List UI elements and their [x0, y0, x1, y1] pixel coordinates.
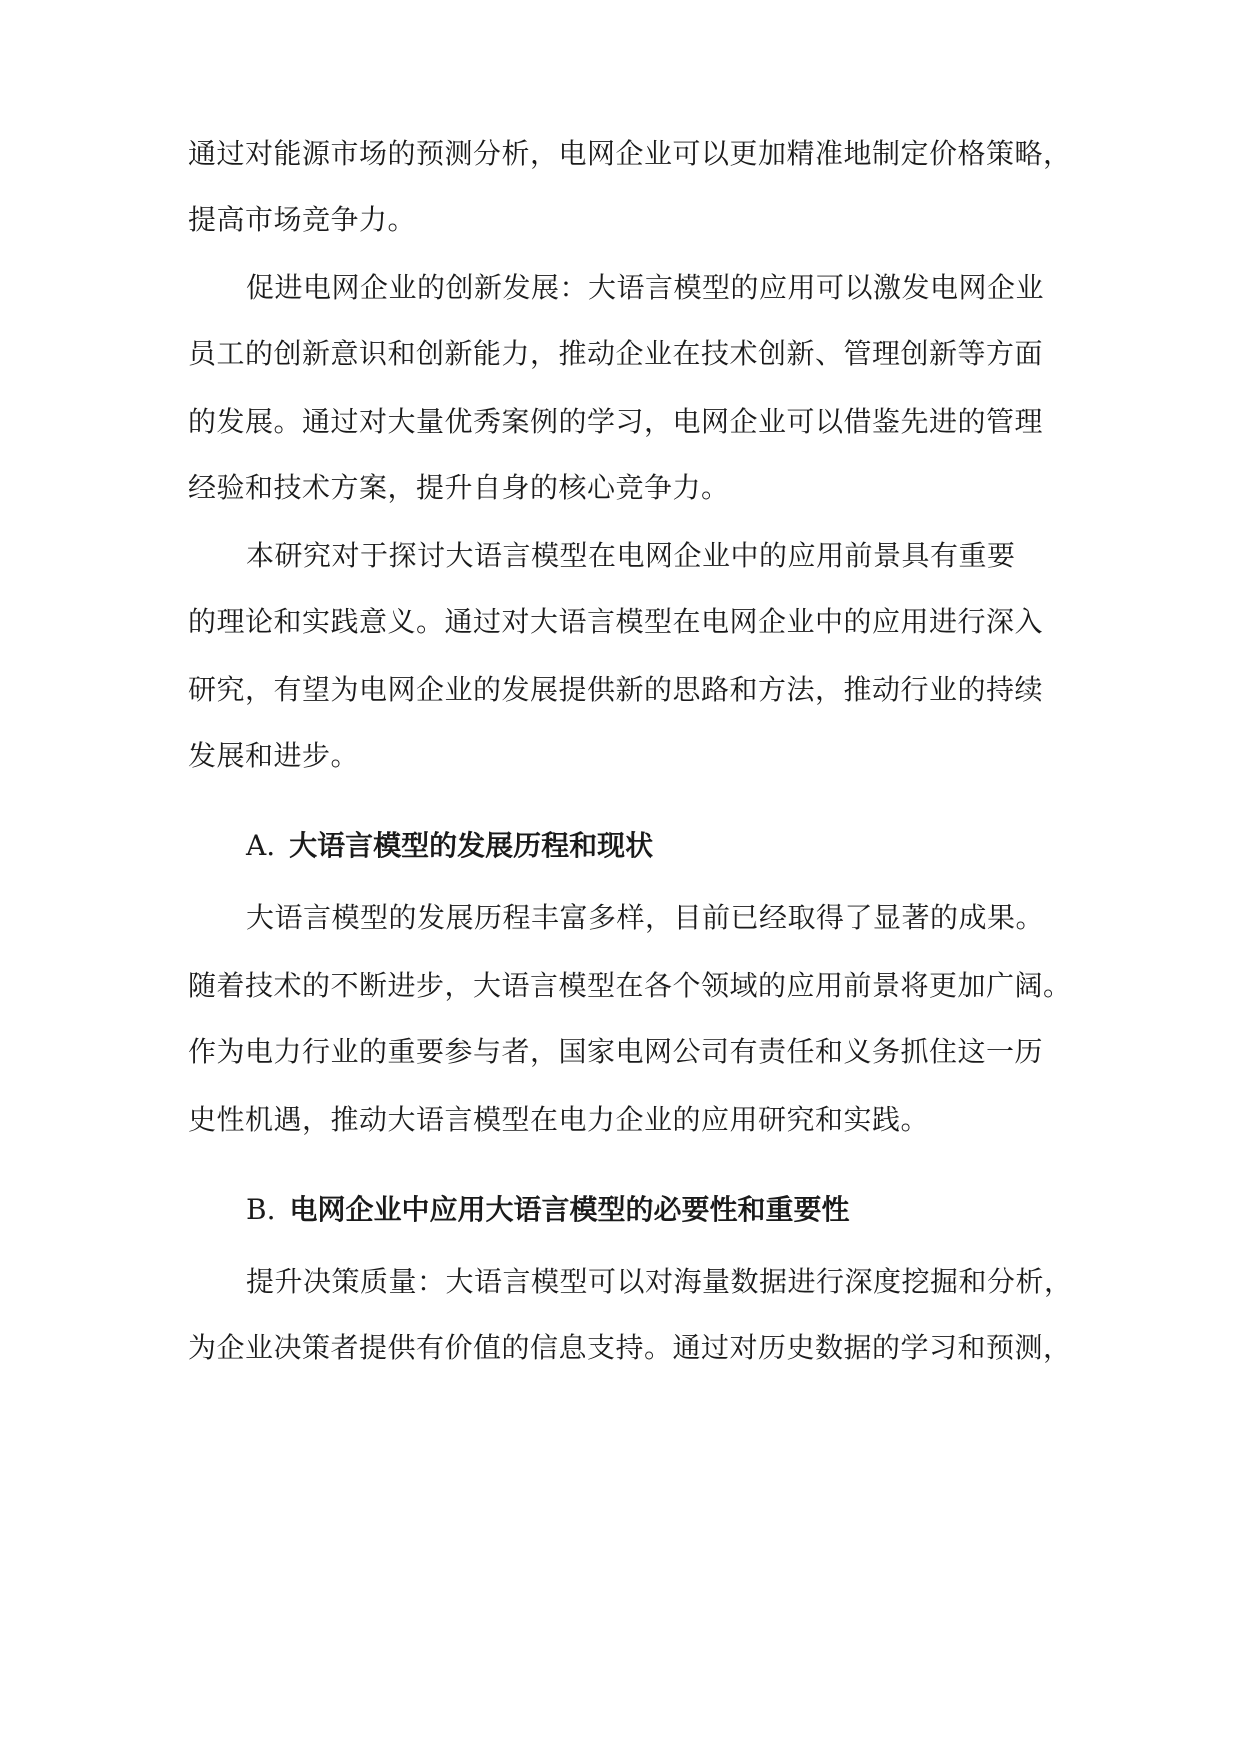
section-a-heading — [246, 828, 653, 864]
paragraph-3-line-3: 研究，有望为电网企业的发展提供新的思路和方法，推动行业的持续 — [188, 673, 1044, 706]
paragraph-1-line-2: 提高市场竞争力。 — [188, 203, 417, 236]
section-a-title: 大语言模型的发展历程和现状 — [289, 829, 654, 862]
paragraph-3-line-1: 本研究对于探讨大语言模型在电网企业中的应用前景具有重要 — [246, 539, 1016, 572]
section-a-line-3: 作为电力行业的重要参与者，国家电网公司有责任和义务抓住这一历 — [188, 1035, 1044, 1068]
section-a-line-2: 随着技术的不断进步，大语言模型在各个领域的应用前景将更加广阔。 — [188, 969, 1072, 1002]
paragraph-2-line-4: 经验和技术方案，提升自身的核心竞争力。 — [188, 471, 730, 504]
paragraph-3-line-2: 的理论和实践意义。通过对大语言模型在电网企业中的应用进行深入 — [188, 605, 1044, 638]
section-a-line-1: 大语言模型的发展历程丰富多样，目前已经取得了显著的成果。 — [246, 901, 1045, 934]
section-a-line-4: 史性机遇，推动大语言模型在电力企业的应用研究和实践。 — [188, 1103, 930, 1136]
paragraph-1-line-1: 通过对能源市场的预测分析，电网企业可以更加精准地制定价格策略， — [188, 137, 1072, 170]
paragraph-2-line-1: 促进电网企业的创新发展：大语言模型的应用可以激发电网企业 — [246, 271, 1045, 304]
section-b-line-2: 为企业决策者提供有价值的信息支持。通过对历史数据的学习和预测， — [188, 1331, 1072, 1364]
paragraph-3-line-4: 发展和进步。 — [188, 739, 360, 772]
paragraph-2-line-3: 的发展。通过对大量优秀案例的学习，电网企业可以借鉴先进的管理 — [188, 405, 1044, 438]
section-a-label: A. — [246, 829, 276, 862]
section-b-line-1: 提升决策质量：大语言模型可以对海量数据进行深度挖掘和分析， — [246, 1265, 1073, 1298]
section-b-title: 电网企业中应用大语言模型的必要性和重要性 — [289, 1193, 850, 1226]
section-b-heading — [246, 1192, 850, 1228]
paragraph-2-line-2: 员工的创新意识和创新能力，推动企业在技术创新、管理创新等方面 — [188, 337, 1044, 370]
section-b-label: B. — [246, 1193, 276, 1226]
